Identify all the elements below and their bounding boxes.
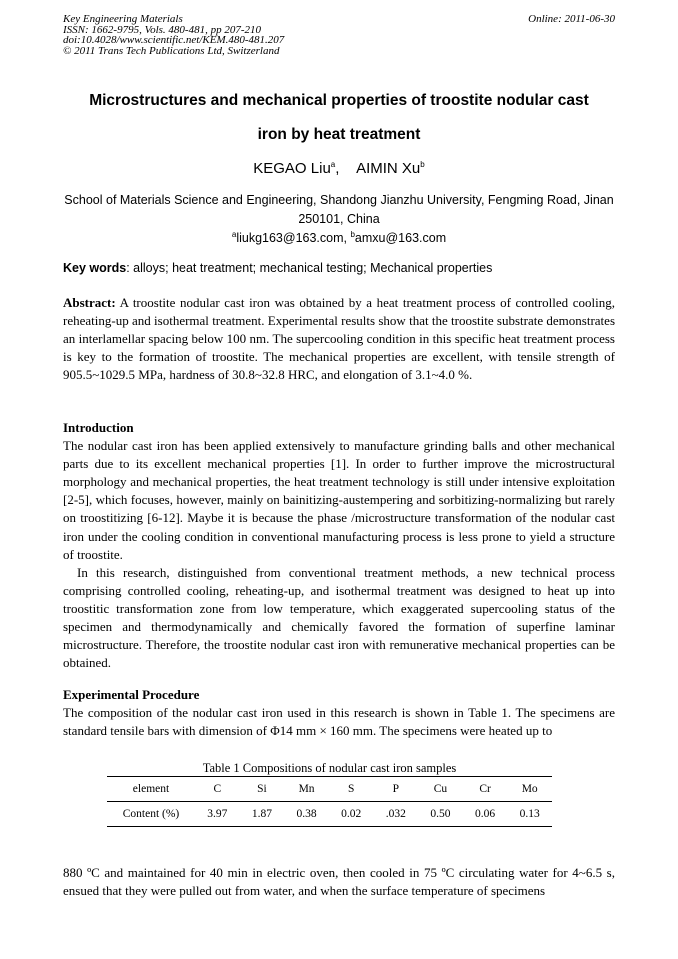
- abstract: Abstract: A troostite nodular cast iron was obtained by a heat treatment process of controlled cooling, reheating-up and isothermal treatment. Experimental results show that the troostite substrate demonstrates an interlamellar spacing below 100 nm. The supercooling condition in this specific heat treatment process is key to the formation of troostite. The mechanical properties are excellent, with tensile strength of 905.5~1029.5 MPa, hardness of 30.8~32.8 HRC, and elongation of 3.1~4.0 %.: [63, 295, 615, 383]
- keywords: Key words: alloys; heat treatment; mechanical testing; Mechanical properties: [63, 261, 493, 275]
- paper-title-line-1: Microstructures and mechanical properties of troostite nodular cast: [89, 92, 589, 109]
- paper-title-line-2: iron by heat treatment: [257, 126, 421, 143]
- experimental-section: [63, 686, 615, 740]
- issn-line: ISSN: 1662-9795, Vols. 480-481, pp 207-210: [63, 23, 261, 36]
- table-header-cell: C: [213, 783, 222, 795]
- table-cell: Content (%): [122, 808, 180, 820]
- introduction-heading: Introduction: [63, 420, 134, 435]
- doi-line: doi:10.4028/www.scientific.net/KEM.480-481.207: [63, 34, 285, 46]
- table-header-cell: Cu: [433, 783, 448, 795]
- composition-table: [107, 776, 552, 827]
- authors: KEGAO Liu$^a$, AIMIN Xu$^b$: [253, 160, 425, 177]
- experimental-heading: Experimental Procedure: [63, 687, 200, 702]
- table-cell: 3.97: [207, 808, 228, 820]
- affiliation: School of Materials Science and Engineering, Shandong Jianzhu University, Fengming Road, Jinan 250101, China $^a$liukg163@163.com, $^b$amxu@163.com: [63, 191, 615, 248]
- table-cell: 0.50: [430, 808, 451, 820]
- emails: $^a$liukg163@163.com, $^b$amxu@163.com: [231, 229, 447, 245]
- table-header-cell: P: [392, 783, 400, 795]
- journal-name: Key Engineering Materials: [63, 13, 183, 25]
- copyright-line: © 2011 Trans Tech Publications Ltd, Switzerland: [63, 44, 280, 57]
- email-b: amxu@163.com: [354, 231, 447, 245]
- author-1: KEGAO Liu: [253, 160, 331, 177]
- table-caption: Table 1 Compositions of nodular cast iron samples: [202, 761, 457, 775]
- table-header-row: [107, 777, 552, 802]
- table-cell: 0.02: [341, 808, 362, 820]
- table-header-cell: Mn: [298, 783, 315, 795]
- table-cell: 0.38: [296, 808, 317, 820]
- email-a: liukg163@163.com,: [236, 231, 347, 245]
- table-header-cell: element: [132, 783, 170, 795]
- intro-paragraph-1: The nodular cast iron has been applied extensively to manufacture grinding balls and other mechanical parts due to its excellent mechanical properties [1]. In order to further improve the microstructural morphology and mechanical properties, the heat treatment technology is still under intensive exploitation [2-5], which focuses, however, mainly on bainitizing-austempering and sorbitizing-normalizing but rarely on troostitizing [6-12]. Maybe it is because the phase /microstructure transformation of the nodular cast iron under the cooling condition in conventional manufacturing process is less prone to yield a structure of troostite.: [63, 438, 615, 562]
- table-header-cell: Si: [257, 783, 267, 795]
- table-cell: .032: [385, 808, 406, 820]
- introduction-section: [63, 419, 615, 672]
- author-2: AIMIN Xu: [356, 160, 421, 177]
- table-cell: 1.87: [251, 808, 272, 820]
- experimental-paragraph-1: The composition of the nodular cast iron used in this research is shown in Table 1. The specimens are standard tensile bars with dimension of Φ14 mm × 160 mm. The specimens were heated up to: [63, 705, 615, 739]
- table-cell: 0.06: [475, 808, 496, 820]
- table-header-cell: Mo: [521, 783, 538, 795]
- journal-header: [63, 14, 284, 56]
- intro-paragraph-2: In this research, distinguished from conventional treatment methods, a new technical process comprising controlled cooling, reheating-up, and isothermal treatment was designed to heat up into troostitic transformation zone from low temperature, which exaggerated supercooling status of the specimen and thermodynamically and chemically favored the formation of superfine laminar microstructure. Therefore, the troostite nodular cast iron with remunerative mechanical properties can be obtained.: [63, 564, 615, 671]
- experimental-paragraph-2: 880 ºC and maintained for 40 min in electric oven, then cooled in 75 ºC circulating water for 4~6.5 s, ensued that they were pulled out from water, and when the surface temperature of specimens: [63, 865, 615, 899]
- online-date: Online: 2011-06-30: [528, 13, 615, 25]
- table-cell: 0.13: [519, 808, 540, 820]
- table-row: [107, 802, 552, 827]
- table-header-cell: Cr: [479, 783, 491, 795]
- table-header-cell: S: [347, 783, 355, 795]
